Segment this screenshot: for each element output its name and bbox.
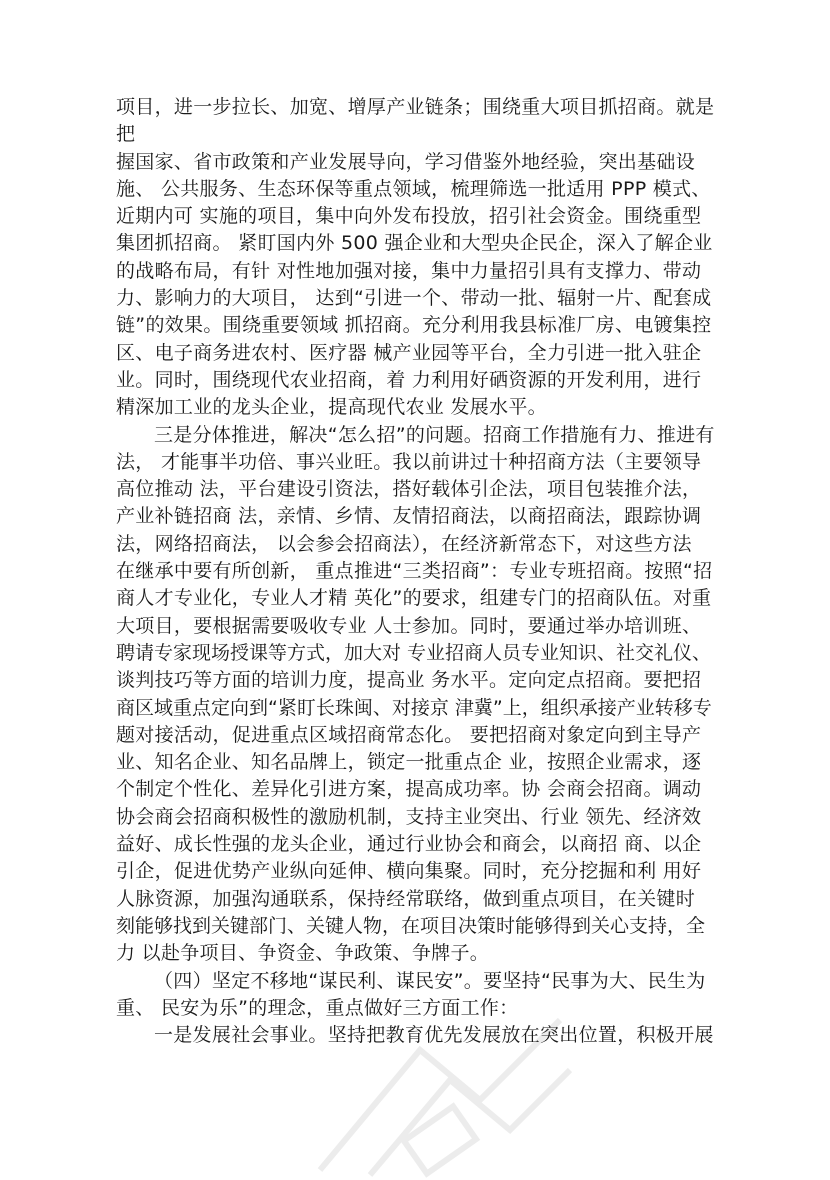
text-line: 商区域重点定向到“紧盯长珠闽、对接京 津冀”上，组织承接产业转移专 (116, 696, 712, 719)
text-line: 聘请专家现场授课等方式，加大对 专业招商人员专业知识、社交礼仪、 (116, 641, 712, 664)
text-line: 题对接活动，促进重点区域招商常态化。 要把招商对象定向到主导产 (116, 723, 702, 746)
text-line: 人脉资源，加强沟通联系，保持经常联络，做到重点项目，在关键时 (116, 887, 696, 910)
text-line: 谈判技巧等方面的培训力度，提高业 务水平。定向定点招商。要把招 (116, 669, 702, 692)
text-line: 在继承中要有所创新， 重点推进“三类招商”：专业专班招商。按照“招 (116, 560, 713, 583)
text-line: 产业补链招商 法，亲情、乡情、友情招商法，以商招商法，跟踪协调 (116, 505, 702, 528)
text-line: 施、 公共服务、生态环保等重点领域，梳理筛选一批适用 PPP 模式、 (116, 177, 711, 200)
text-line: 近期内可 实施的项目，集中向外发布投放，招引社会资金。围绕重型 (116, 205, 702, 228)
text-line: 集团抓招商。 紧盯国内外 500 强企业和大型央企民企，深入了解企业 (116, 232, 713, 255)
text-line: 法， 才能事半功倍、事兴业旺。我以前讲过十种招商方法（主要领导 (116, 450, 702, 473)
text-line: 个制定个性化、差异化引进方案，提高成功率。协 会商会招商。调动 (116, 778, 702, 801)
text-line: 高位推动 法，平台建设引资法，搭好载体引企法，项目包装推介法， (116, 478, 702, 501)
text-line: 刻能够找到关键部门、关键人物，在项目决策时能够得到关心支持，全 (116, 914, 706, 937)
text-line: 法，网络招商法， 以会参会招商法），在经济新常态下，对这些方法 (116, 532, 692, 555)
text-line: 力 以赴争项目、争资金、争政策、争牌子。 (116, 942, 490, 965)
text-line: 精深加工业的龙头企业，提高现代农业 发展水平。 (116, 396, 547, 419)
text-line: 握国家、省市政策和产业发展导向，学习借鉴外地经验，突出基础设 (116, 150, 696, 173)
text-line: 业、知名企业、知名品牌上，锁定一批重点企 业，按照企业需求，逐 (116, 751, 702, 774)
text-line: 大项目，要根据需要吸收专业 人士参加。同时，要通过举办培训班、 (116, 614, 702, 637)
text-line: 重、 民安为乐”的理念，重点做好三方面工作： (116, 996, 519, 1019)
text-line: 引企，促进优势产业纵向延伸、横向集聚。同时，充分挖掘和利 用好 (116, 860, 702, 883)
text-line: 益好、成长性强的龙头企业，通过行业协会和商会，以商招 商、以企 (116, 833, 702, 856)
document-body (116, 94, 722, 1049)
text-line: 业。同时，围绕现代农业招商，着 力利用好硒资源的开发利用，进行 (116, 368, 702, 391)
text-line: 力、影响力的大项目， 达到“引进一个、带动一批、辐射一片、配套成 (116, 287, 712, 310)
text-line: 协会商会招商积极性的激励机制，支持主业突出、行业 领先、经济效 (116, 805, 702, 828)
text-line: 商人才专业化，专业人才精 英化”的要求，组建专门的招商队伍。对重 (116, 587, 712, 610)
text-line: 的战略布局，有针 对性地加强对接，集中力量招引具有支撑力、带动 (116, 259, 702, 282)
text-line: 链”的效果。围绕重要领域 抓招商。充分利用我县标准厂房、电镀集控 (116, 314, 712, 337)
text-line: 项目，进一步拉长、加宽、增厚产业链条；围绕重大项目抓招商。就是 (116, 96, 715, 118)
paragraph-start-line: （四）坚定不移地“谋民利、谋民安”。要坚持“民事为大、民生为 (154, 969, 706, 992)
text-line: 把 (116, 123, 136, 146)
paragraph-start-line: 一是发展社会事业。坚持把教育优先发展放在突出位置，积极开展 (154, 1024, 714, 1047)
paragraph-start-line: 三是分体推进，解决“怎么招”的问题。招商工作措施有力、推进有 (154, 423, 715, 446)
text-line: 区、电子商务进农村、医疗器 械产业园等平台，全力引进一批入驻企 (116, 341, 702, 364)
